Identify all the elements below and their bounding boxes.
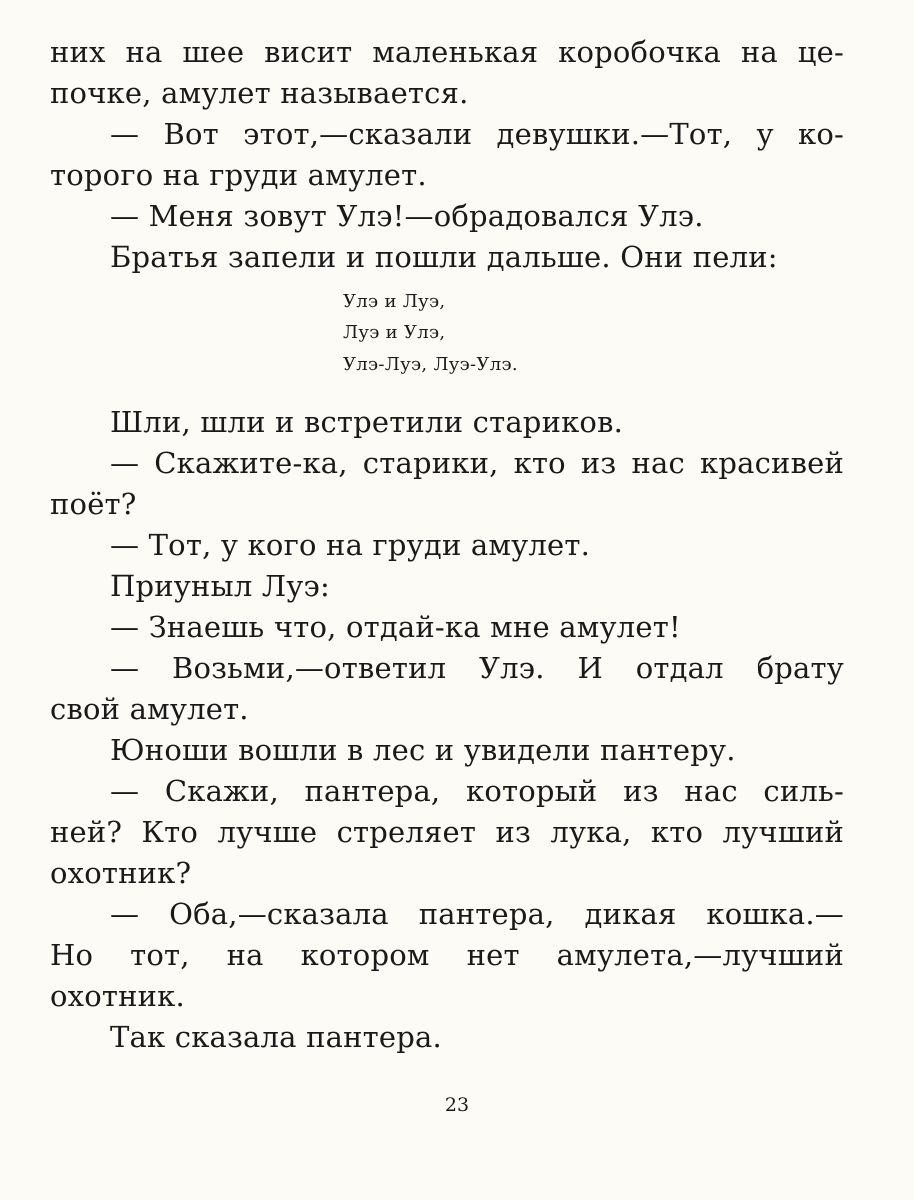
text-line: Юноши вошли в лес и увидели пантеру. [110,733,736,767]
text-line: — Тот, у кого на груди амулет. [110,528,591,562]
text-line: охотник? [50,856,192,890]
text-line: — Меня зовут Улэ!—обрадовался Улэ. [110,199,704,233]
text-line: почке, амулет называется. [50,76,469,110]
text-line: Приуныл Луэ: [110,569,330,603]
text-line: Так сказала пантера. [110,1020,442,1054]
text-line: — Скажите-ка, старики, кто из нас красивей [110,446,844,480]
text-line: — Скажи, пантера, который из нас силь- [110,774,844,808]
text-line: поёт? [50,487,137,521]
verse-line: Улэ и Луэ, [343,291,446,312]
text-line: — Вот этот,—сказали девушки.—Тот, у ко- [110,117,844,151]
text-line: ней? Кто лучше стреляет из лука, кто лучший [50,815,844,849]
text-line: торого на груди амулет. [50,158,427,192]
verse-line: Улэ-Луэ, Луэ-Улэ. [343,354,518,375]
text-line: Шли, шли и встретили стариков. [110,405,624,439]
page-number: 23 [444,1094,470,1116]
verse-line: Луэ и Улэ, [343,322,446,343]
text-line: — Оба,—сказала пантера, дикая кошка.— [110,897,844,931]
text-line: них на шее висит маленькая коробочка на це- [50,35,844,69]
text-line: свой амулет. [50,692,249,726]
text-line: Братья запели и пошли дальше. Они пели: [110,240,778,274]
text-line: — Знаешь что, отдай-ка мне амулет! [110,610,681,644]
text-line: — Возьми,—ответил Улэ. И отдал брату [110,651,844,685]
text-line: охотник. [50,979,185,1013]
text-line: Но тот, на котором нет амулета,—лучший [50,938,844,972]
